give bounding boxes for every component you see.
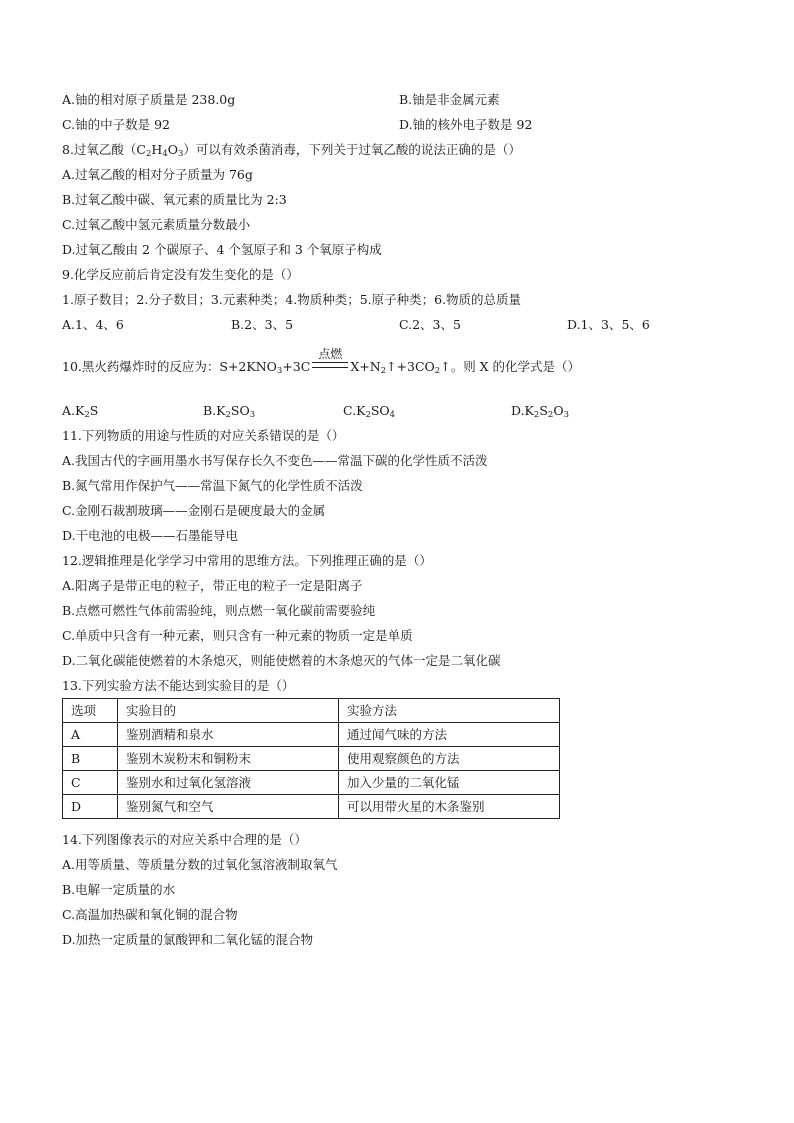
- table-header-row: [63, 699, 560, 723]
- reaction-condition: 点燃: [310, 359, 350, 375]
- q7-option-a: A.铀的相对原子质量是 238.0g: [62, 92, 236, 107]
- table-cell: 使用观察颜色的方法: [339, 747, 560, 771]
- table-header-cell: 实验目的: [118, 699, 339, 723]
- q10-option-c: $C.K_2SO_4$: [343, 403, 396, 420]
- table-row: [63, 771, 560, 795]
- q10-equation: $S+2KNO_3+3C$ 点燃 $X+N_2↑+3CO_2↑$: [219, 347, 451, 376]
- q9-items: 1.原子数目；2.分子数目；3.元素种类；4.物质种类；5.原子种类；6.物质的总质量: [62, 292, 522, 307]
- q7-option-b: B.铀是非金属元素: [399, 92, 500, 107]
- q12-stem: 12.逻辑推理是化学学习中常用的思维方法。下列推理正确的是（）: [62, 553, 432, 568]
- q11-option-d: D.干电池的电极——石墨能导电: [62, 528, 239, 543]
- q14-option-d: D.加热一定质量的氯酸钾和二氧化锰的混合物: [62, 932, 314, 947]
- table-header-cell: 选项: [63, 699, 118, 723]
- q10-option-b: $B.K_2SO_3$: [203, 403, 256, 420]
- q10-option-a: $A.K_2S$: [62, 403, 99, 420]
- q11-option-b: B.氮气常用作保护气——常温下氮气的化学性质不活泼: [62, 478, 363, 493]
- q9-option-a: A.1、4、6: [62, 317, 124, 332]
- q8-option-d: D.过氧乙酸由 2 个碳原子、4 个氢原子和 3 个氧原子构成: [62, 242, 382, 257]
- q8-option-a: A.过氧乙酸的相对分子质量为 76g: [62, 167, 253, 182]
- q12-option-c: C.单质中只含有一种元素，则只含有一种元素的物质一定是单质: [62, 628, 413, 643]
- table-cell: D: [63, 795, 118, 819]
- table-row: [63, 723, 560, 747]
- q14-option-c: C.高温加热碳和氧化铜的混合物: [62, 907, 238, 922]
- table-cell: C: [63, 771, 118, 795]
- table-cell: 鉴别木炭粉末和铜粉末: [118, 747, 339, 771]
- q14-stem: 14.下列图像表示的对应关系中合理的是（）: [62, 832, 307, 847]
- q11-option-a: A.我国古代的字画用墨水书写保存长久不变色——常温下碳的化学性质不活泼: [62, 453, 488, 468]
- table-cell: 鉴别氮气和空气: [118, 795, 339, 819]
- q11-option-c: C.金刚石裁割玻璃——金刚石是硬度最大的金属: [62, 503, 326, 518]
- table-cell: 通过闻气味的方法: [339, 723, 560, 747]
- q8-option-b: B.过氧乙酸中碳、氧元素的质量比为 2:3: [62, 192, 287, 207]
- q9-stem: 9.化学反应前后肯定没有发生变化的是（）: [62, 267, 299, 282]
- q9-option-d: D.1、3、5、6: [567, 317, 650, 332]
- q8-stem: 8.过氧乙酸$(C_2H_4O_3)$可以有效杀菌消毒，下列关于过氧乙酸的说法正确的是（）: [62, 142, 521, 159]
- q12-option-a: A.阳离子是带正电的粒子，带正电的粒子一定是阳离子: [62, 578, 363, 593]
- q9-option-b: B.2、3、5: [231, 317, 294, 332]
- table-row: [63, 795, 560, 819]
- q9-option-c: C.2、3、5: [399, 317, 461, 332]
- table-row: [63, 747, 560, 771]
- q14-option-b: B.电解一定质量的水: [62, 882, 176, 897]
- experiment-table: [62, 698, 560, 819]
- q13-stem: 13.下列实验方法不能达到实验目的是（）: [62, 678, 295, 693]
- table-cell: B: [63, 747, 118, 771]
- table-cell: 加入少量的二氧化锰: [339, 771, 560, 795]
- table-cell: 鉴别酒精和泉水: [118, 723, 339, 747]
- table-cell: A: [63, 723, 118, 747]
- table-header-cell: 实验方法: [339, 699, 560, 723]
- q7-option-c: C.铀的中子数是 92: [62, 117, 170, 132]
- q8-option-c: C.过氧乙酸中氢元素质量分数最小: [62, 217, 251, 232]
- table-cell: 可以用带火星的木条鉴别: [339, 795, 560, 819]
- q10-option-d: $D.K_2S_2O_3$: [511, 403, 569, 420]
- table-cell: 鉴别水和过氧化氢溶液: [118, 771, 339, 795]
- q11-stem: 11.下列物质的用途与性质的对应关系错误的是（）: [62, 428, 345, 443]
- q10-stem: 10.黑火药爆炸时的反应为：$S+2KNO_3+3C$ 点燃 $X+N_2↑+3CO_2↑$。则 X 的化学式是（）: [62, 347, 581, 376]
- q7-option-d: D.铀的核外电子数是 92: [399, 117, 533, 132]
- q14-option-a: A.用等质量、等质量分数的过氧化氢溶液制取氧气: [62, 857, 338, 872]
- q12-option-d: D.二氧化碳能使燃着的木条熄灭，则能使燃着的木条熄灭的气体一定是二氧化碳: [62, 653, 501, 668]
- q12-option-b: B.点燃可燃性气体前需验纯，则点燃一氧化碳前需要验纯: [62, 603, 376, 618]
